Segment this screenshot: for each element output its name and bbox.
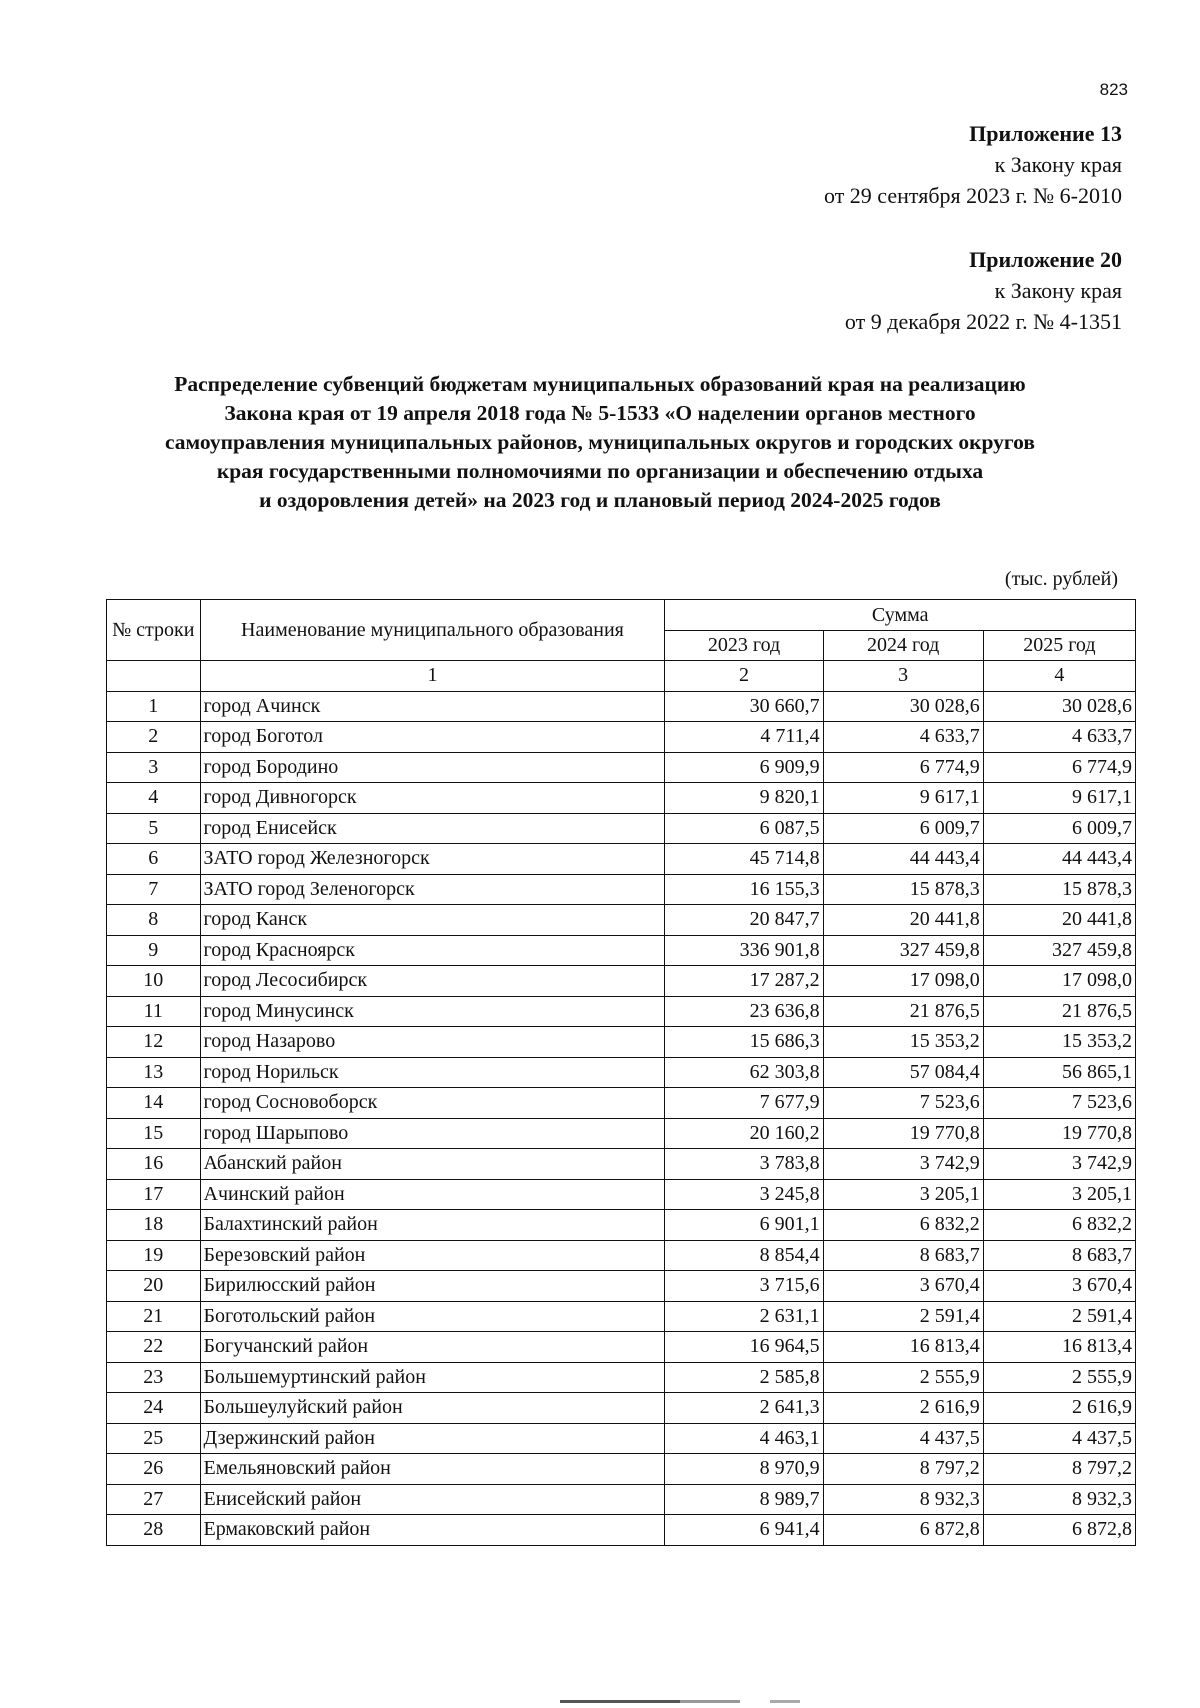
amount-2024-cell: 7 523,6: [823, 1088, 983, 1119]
amount-2024-cell: 2 616,9: [823, 1393, 983, 1424]
table-row: [107, 874, 1136, 905]
appendix-13-reference: [824, 118, 1122, 211]
amount-2023-cell: 2 631,1: [665, 1301, 823, 1332]
amount-2023-cell: 6 901,1: [665, 1210, 823, 1241]
row-number-cell: 23: [107, 1362, 201, 1393]
column-number: 4: [983, 661, 1135, 692]
amount-2024-cell: 6 832,2: [823, 1210, 983, 1241]
row-number-cell: 4: [107, 783, 201, 814]
amount-2025-cell: 2 555,9: [983, 1362, 1135, 1393]
municipality-name-cell: город Бородино: [200, 752, 665, 783]
municipality-name-cell: Емельяновский район: [200, 1454, 665, 1485]
appendix-title: Приложение 20: [969, 247, 1122, 272]
amount-2024-cell: 8 797,2: [823, 1454, 983, 1485]
amount-2024-cell: 20 441,8: [823, 905, 983, 936]
amount-2025-cell: 8 932,3: [983, 1484, 1135, 1515]
row-number-cell: 10: [107, 966, 201, 997]
amount-2025-cell: 4 437,5: [983, 1423, 1135, 1454]
amount-2023-cell: 8 854,4: [665, 1240, 823, 1271]
amount-2024-cell: 9 617,1: [823, 783, 983, 814]
document-title: [100, 370, 1100, 515]
municipality-name-cell: Ермаковский район: [200, 1515, 665, 1546]
municipality-name-cell: Богучанский район: [200, 1332, 665, 1363]
table-row: [107, 844, 1136, 875]
amount-2023-cell: 3 245,8: [665, 1179, 823, 1210]
municipality-name-cell: город Красноярск: [200, 935, 665, 966]
amount-2025-cell: 8 797,2: [983, 1454, 1135, 1485]
amount-2024-cell: 3 205,1: [823, 1179, 983, 1210]
table-row: [107, 1179, 1136, 1210]
column-number: 1: [200, 661, 665, 692]
row-number-cell: 2: [107, 722, 201, 753]
amount-2025-cell: 3 205,1: [983, 1179, 1135, 1210]
amount-2025-cell: 16 813,4: [983, 1332, 1135, 1363]
amount-2024-cell: 4 437,5: [823, 1423, 983, 1454]
amount-2024-cell: 15 878,3: [823, 874, 983, 905]
table-row: [107, 966, 1136, 997]
municipality-name-cell: город Боготол: [200, 722, 665, 753]
table-row: [107, 1393, 1136, 1424]
header-row-number: № строки: [107, 600, 201, 661]
row-number-cell: 22: [107, 1332, 201, 1363]
municipality-name-cell: ЗАТО город Зеленогорск: [200, 874, 665, 905]
amount-2025-cell: 9 617,1: [983, 783, 1135, 814]
amount-2025-cell: 7 523,6: [983, 1088, 1135, 1119]
amount-2024-cell: 21 876,5: [823, 996, 983, 1027]
municipality-name-cell: город Дивногорск: [200, 783, 665, 814]
amount-2025-cell: 21 876,5: [983, 996, 1135, 1027]
amount-2023-cell: 45 714,8: [665, 844, 823, 875]
municipality-name-cell: город Назарово: [200, 1027, 665, 1058]
amount-2025-cell: 17 098,0: [983, 966, 1135, 997]
amount-2025-cell: 6 832,2: [983, 1210, 1135, 1241]
amount-2025-cell: 2 591,4: [983, 1301, 1135, 1332]
amount-2024-cell: 2 555,9: [823, 1362, 983, 1393]
amount-2025-cell: 3 670,4: [983, 1271, 1135, 1302]
amount-2024-cell: 3 742,9: [823, 1149, 983, 1180]
table-row: [107, 1210, 1136, 1241]
appendix-law-date: от 29 сентября 2023 г. № 6-2010: [823, 183, 1122, 208]
table-row: [107, 1301, 1136, 1332]
document-title-line: Распределение субвенций бюджетам муниципальных образований края на реализацию: [174, 372, 1026, 396]
table-row: [107, 1423, 1136, 1454]
municipality-name-cell: Большеулуйский район: [200, 1393, 665, 1424]
amount-2024-cell: 8 932,3: [823, 1484, 983, 1515]
amount-2023-cell: 15 686,3: [665, 1027, 823, 1058]
amount-2025-cell: 6 774,9: [983, 752, 1135, 783]
municipality-name-cell: город Лесосибирск: [200, 966, 665, 997]
municipality-name-cell: Енисейский район: [200, 1484, 665, 1515]
document-title-line: Закона края от 19 апреля 2018 года № 5-1533 «О наделении органов местного: [224, 401, 976, 425]
row-number-cell: 3: [107, 752, 201, 783]
amount-2023-cell: 6 909,9: [665, 752, 823, 783]
municipality-name-cell: Ачинский район: [200, 1179, 665, 1210]
row-number-cell: 28: [107, 1515, 201, 1546]
table-row: [107, 1149, 1136, 1180]
amount-2023-cell: 8 970,9: [665, 1454, 823, 1485]
header-year-2025: 2025 год: [983, 630, 1135, 661]
units-label: (тыс. рублей): [1004, 568, 1118, 590]
amount-2025-cell: 327 459,8: [983, 935, 1135, 966]
appendix-law-date: от 9 декабря 2022 г. № 4-1351: [844, 309, 1122, 334]
document-title-line: и оздоровления детей» на 2023 год и плановый период 2024-2025 годов: [259, 488, 941, 512]
municipality-name-cell: ЗАТО город Железногорск: [200, 844, 665, 875]
municipality-name-cell: город Норильск: [200, 1057, 665, 1088]
amount-2025-cell: 56 865,1: [983, 1057, 1135, 1088]
amount-2025-cell: 2 616,9: [983, 1393, 1135, 1424]
row-number-cell: 19: [107, 1240, 201, 1271]
table-row: [107, 691, 1136, 722]
amount-2024-cell: 6 009,7: [823, 813, 983, 844]
table-row: [107, 783, 1136, 814]
row-number-cell: 6: [107, 844, 201, 875]
amount-2025-cell: 44 443,4: [983, 844, 1135, 875]
row-number-cell: 26: [107, 1454, 201, 1485]
amount-2025-cell: 15 353,2: [983, 1027, 1135, 1058]
table-row: [107, 1454, 1136, 1485]
table-row: [107, 935, 1136, 966]
row-number-cell: 27: [107, 1484, 201, 1515]
amount-2023-cell: 4 463,1: [665, 1423, 823, 1454]
page-number: 823: [1099, 80, 1128, 99]
municipality-name-cell: Боготольский район: [200, 1301, 665, 1332]
column-number: [107, 661, 201, 692]
row-number-cell: 25: [107, 1423, 201, 1454]
row-number-cell: 13: [107, 1057, 201, 1088]
municipality-name-cell: Дзержинский район: [200, 1423, 665, 1454]
municipality-name-cell: город Канск: [200, 905, 665, 936]
row-number-cell: 16: [107, 1149, 201, 1180]
amount-2023-cell: 8 989,7: [665, 1484, 823, 1515]
amount-2023-cell: 6 087,5: [665, 813, 823, 844]
municipality-name-cell: город Минусинск: [200, 996, 665, 1027]
amount-2025-cell: 8 683,7: [983, 1240, 1135, 1271]
amount-2024-cell: 57 084,4: [823, 1057, 983, 1088]
header-sum: Сумма: [665, 600, 1136, 631]
amount-2024-cell: 15 353,2: [823, 1027, 983, 1058]
amount-2023-cell: 6 941,4: [665, 1515, 823, 1546]
table-body: [107, 691, 1136, 1545]
row-number-cell: 14: [107, 1088, 201, 1119]
row-number-cell: 18: [107, 1210, 201, 1241]
row-number-cell: 8: [107, 905, 201, 936]
document-title-line: самоуправления муниципальных районов, муниципальных округов и городских округов: [165, 430, 1035, 454]
amount-2023-cell: 62 303,8: [665, 1057, 823, 1088]
row-number-cell: 12: [107, 1027, 201, 1058]
amount-2025-cell: 20 441,8: [983, 905, 1135, 936]
row-number-cell: 7: [107, 874, 201, 905]
table-row: [107, 722, 1136, 753]
header-municipality-name: Наименование муниципального образования: [200, 600, 665, 661]
amount-2024-cell: 2 591,4: [823, 1301, 983, 1332]
amount-2023-cell: 2 585,8: [665, 1362, 823, 1393]
table-row: [107, 1057, 1136, 1088]
appendix-title: Приложение 13: [969, 121, 1122, 146]
row-number-cell: 1: [107, 691, 201, 722]
amount-2023-cell: 2 641,3: [665, 1393, 823, 1424]
row-number-cell: 5: [107, 813, 201, 844]
amount-2023-cell: 16 155,3: [665, 874, 823, 905]
amount-2025-cell: 30 028,6: [983, 691, 1135, 722]
header-year-2024: 2024 год: [823, 630, 983, 661]
row-number-cell: 24: [107, 1393, 201, 1424]
amount-2024-cell: 6 774,9: [823, 752, 983, 783]
amount-2024-cell: 6 872,8: [823, 1515, 983, 1546]
row-number-cell: 15: [107, 1118, 201, 1149]
table-header-row: [107, 600, 1136, 631]
amount-2023-cell: 3 783,8: [665, 1149, 823, 1180]
column-number: 3: [823, 661, 983, 692]
table-row: [107, 1484, 1136, 1515]
table-row: [107, 1515, 1136, 1546]
table-row: [107, 813, 1136, 844]
header-year-2023: 2023 год: [665, 630, 823, 661]
document-title-line: края государственными полномочиями по организации и обеспечению отдыха: [216, 459, 984, 483]
table-row: [107, 1027, 1136, 1058]
municipality-name-cell: Балахтинский район: [200, 1210, 665, 1241]
municipality-name-cell: город Енисейск: [200, 813, 665, 844]
appendix-law-label: к Закону края: [994, 278, 1122, 303]
amount-2024-cell: 3 670,4: [823, 1271, 983, 1302]
amount-2023-cell: 3 715,6: [665, 1271, 823, 1302]
amount-2025-cell: 19 770,8: [983, 1118, 1135, 1149]
table-row: [107, 905, 1136, 936]
municipality-name-cell: город Шарыпово: [200, 1118, 665, 1149]
municipality-name-cell: город Ачинск: [200, 691, 665, 722]
column-number: 2: [665, 661, 823, 692]
amount-2024-cell: 17 098,0: [823, 966, 983, 997]
row-number-cell: 20: [107, 1271, 201, 1302]
row-number-cell: 21: [107, 1301, 201, 1332]
amount-2024-cell: 44 443,4: [823, 844, 983, 875]
amount-2024-cell: 8 683,7: [823, 1240, 983, 1271]
amount-2023-cell: 30 660,7: [665, 691, 823, 722]
amount-2023-cell: 336 901,8: [665, 935, 823, 966]
amount-2023-cell: 20 160,2: [665, 1118, 823, 1149]
table-row: [107, 1088, 1136, 1119]
municipality-name-cell: Абанский район: [200, 1149, 665, 1180]
appendix-20-reference: [845, 244, 1122, 337]
amount-2024-cell: 30 028,6: [823, 691, 983, 722]
municipality-name-cell: Бирилюсский район: [200, 1271, 665, 1302]
table-row: [107, 1240, 1136, 1271]
amount-2023-cell: 7 677,9: [665, 1088, 823, 1119]
table-row: [107, 1118, 1136, 1149]
amount-2024-cell: 19 770,8: [823, 1118, 983, 1149]
amount-2025-cell: 15 878,3: [983, 874, 1135, 905]
page-footer-line: [560, 1700, 860, 1703]
amount-2023-cell: 4 711,4: [665, 722, 823, 753]
amount-2023-cell: 16 964,5: [665, 1332, 823, 1363]
amount-2023-cell: 20 847,7: [665, 905, 823, 936]
appendix-law-label: к Закону края: [994, 152, 1122, 177]
amount-2025-cell: 3 742,9: [983, 1149, 1135, 1180]
table-row: [107, 752, 1136, 783]
amount-2024-cell: 16 813,4: [823, 1332, 983, 1363]
municipality-name-cell: Большемуртинский район: [200, 1362, 665, 1393]
row-number-cell: 11: [107, 996, 201, 1027]
municipality-name-cell: Березовский район: [200, 1240, 665, 1271]
amount-2025-cell: 6 872,8: [983, 1515, 1135, 1546]
amount-2023-cell: 17 287,2: [665, 966, 823, 997]
amount-2025-cell: 6 009,7: [983, 813, 1135, 844]
amount-2024-cell: 327 459,8: [823, 935, 983, 966]
table-row: [107, 996, 1136, 1027]
amount-2023-cell: 23 636,8: [665, 996, 823, 1027]
municipality-name-cell: город Сосновоборск: [200, 1088, 665, 1119]
row-number-cell: 9: [107, 935, 201, 966]
column-numbers-row: [107, 661, 1136, 692]
table-row: [107, 1332, 1136, 1363]
table-row: [107, 1271, 1136, 1302]
amount-2023-cell: 9 820,1: [665, 783, 823, 814]
subsidy-distribution-table: [106, 599, 1136, 1546]
row-number-cell: 17: [107, 1179, 201, 1210]
table-row: [107, 1362, 1136, 1393]
amount-2025-cell: 4 633,7: [983, 722, 1135, 753]
amount-2024-cell: 4 633,7: [823, 722, 983, 753]
